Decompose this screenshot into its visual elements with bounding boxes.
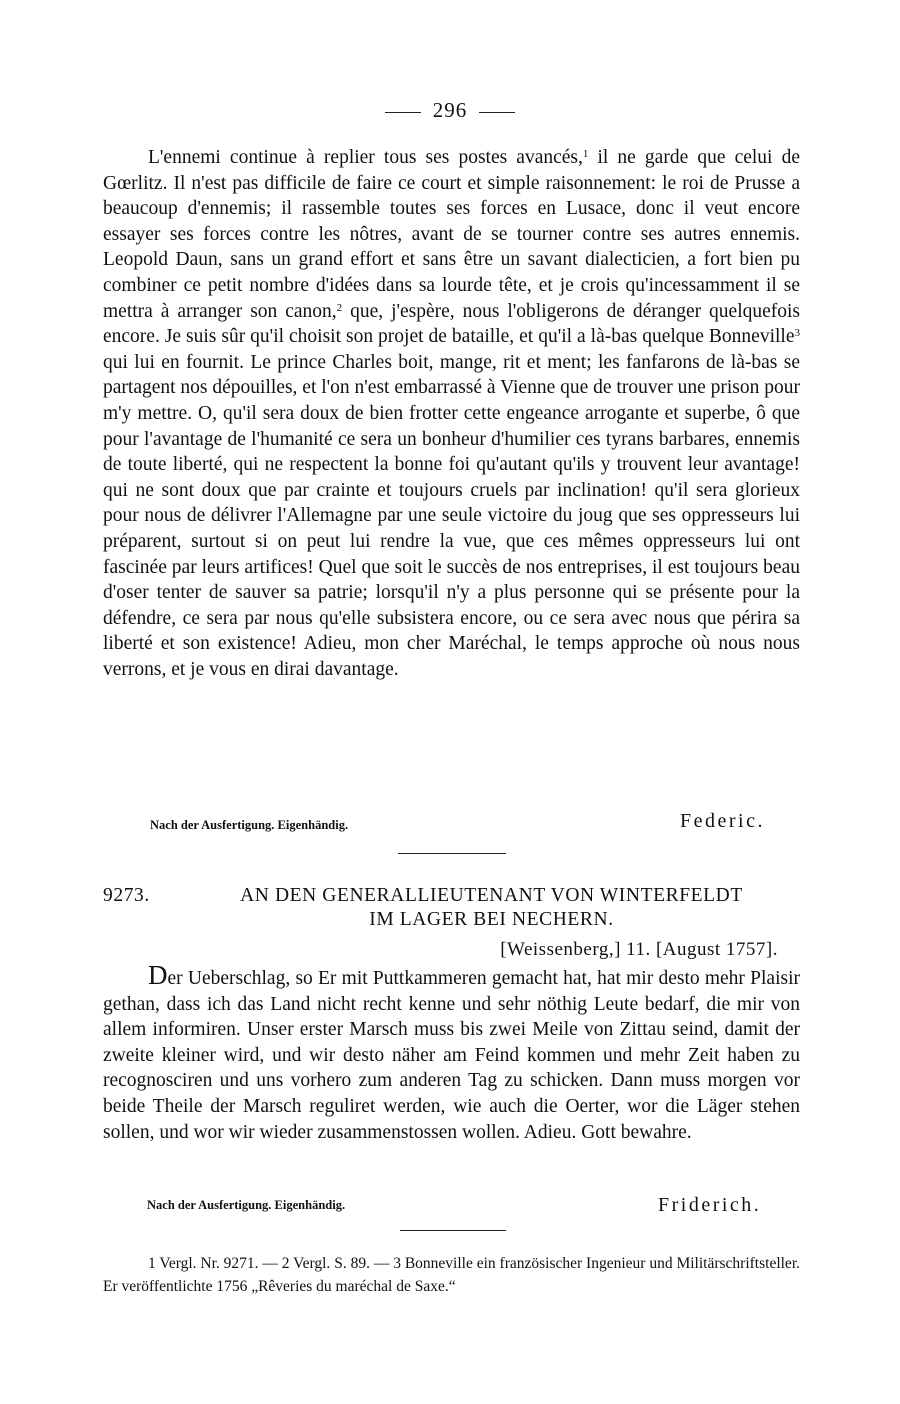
page-number: 296 — [432, 98, 468, 122]
letter-text-part-2: que celui de Gœrlitz. Il n'est pas difficile de faire ce court et simple raisonnement: le roi de Prusse a beaucoup d'ennemis; il rassemble toutes ses forces en Lusace, donc il veut encore essayer ses forces contre les nôtres, avant de se tourner contre ses autres ennemis. Leopold Daun, sans un grand effort et sans être un savant dialecticien, a fort bien pu combiner ce petit nombre d'idées dans sa lourde tête, et je crois qu'incessamment il se mettra à arranger son canon, — [103, 147, 800, 322]
source-note-2: Nach der Ausfertigung. Eigenhändig. — [147, 1198, 346, 1212]
footnote-ref-2[interactable]: 2 — [336, 301, 343, 314]
dateline: [Weissenberg,] 11. [August 1757]. — [500, 939, 778, 960]
letter-title-line-1: AN DEN GENERALLIEUTENANT VON WINTERFELDT — [240, 885, 743, 906]
separator-rule — [398, 853, 506, 854]
letter-text-part-3: que, j'espère, nous l'obligerons de déranger quelquefois encore. Je suis sûr qu'il choisit son projet de bataille, et qu'il a là-bas quelque Bonneville — [103, 300, 801, 348]
letter-text-part-1b: il ne garde — [588, 147, 689, 168]
source-note-1: Nach der Ausfertigung. Eigenhändig. — [150, 818, 349, 832]
letter-9272-body — [103, 145, 800, 682]
signature-federic: Federic. — [680, 810, 765, 832]
letter-title-line-2: IM LAGER BEI NECHERN. — [369, 909, 614, 930]
footnote-rule — [400, 1230, 506, 1231]
letter-9273-heading — [103, 884, 800, 932]
signature-friderich: Friderich. — [658, 1194, 762, 1216]
drop-cap: D — [148, 960, 168, 990]
letter-text-part-4: qui lui en fournit. Le prince Charles boit, mange, rit et ment; les fanfarons de là-bas se partagent nos dépouilles, et l'on n'est embarrassé à Vienne que de trouver une prison pour m'y mettre. O, qu'il sera doux de bien frotter cette engeance arrogante et superbe, ô que pour l'avantage de l'humanité ce sera un bonheur d'humilier ces tyrans barbares, ennemis de toute liberté, qui ne respectent la bonne foi qu'autant qu'ils y trouvent leur avantage! qui ne sont doux que par crainte et toujours cruels par inclination! qu'il sera glorieux pour nous de délivrer l'Allemagne par une seule victoire du joug que ses oppresseurs lui préparent, surtout si on peut lui rendre la vue, que ces mêmes oppresseurs lui ont fascinée par leurs artifices! Quel que soit le succès de nos entreprises, il est toujours beau d'oser tenter de sauver sa patrie; lorsqu'il n'y a plus personne qui se présente pour la défendre, ce sera par nous qu'elle subsistera encore, ou ce sera avec nous que périra sa liberté et son existence! Adieu, mon cher Maréchal, le temps approche où nous nous verrons, et je vous en dirai davantage. — [103, 351, 801, 680]
page-header — [0, 98, 900, 123]
header-dash-left — [385, 112, 421, 113]
footnote-text: 1 Vergl. Nr. 9271. — 2 Vergl. S. 89. — 3 Bonneville ein französischer Ingenieur und Militärschriftsteller. Er veröffentlichte 1756 „Rêveries du maréchal de Saxe.“ — [103, 1255, 800, 1295]
letter-number: 9273. — [103, 885, 150, 906]
letter-text: er Ueberschlag, so Er mit Puttkammeren gemacht hat, hat mir desto mehr Plaisir gethan, dass ich das Land nicht recht kenne und sehr nöthig Leute bedarf, die mir von allem informiren. Unser erster Marsch muss bis zwei Meile von Zittau seind, damit der zweite kleiner wird, und wir desto näher am Feind kommen und mehr Zeit haben zu recognosciren und uns vorhero zum anderen Tag zu schicken. Dann muss morgen vor beide Theile der Marsch reguliret werden, wie auch die Oerter, wor die Läger stehen sollen, und wor wir wieder zusammenstossen wollen. Adieu. Gott bewahre. — [103, 968, 800, 1143]
letter-9273-body — [103, 960, 800, 1145]
footnote-ref-1[interactable]: 1 — [582, 148, 589, 160]
footnotes — [103, 1252, 800, 1298]
letter-text-part-1: L'ennemi continue à replier tous ses postes avancés, — [148, 147, 583, 168]
footnote-ref-3[interactable]: 3 — [794, 327, 800, 340]
header-dash-right — [479, 112, 515, 113]
